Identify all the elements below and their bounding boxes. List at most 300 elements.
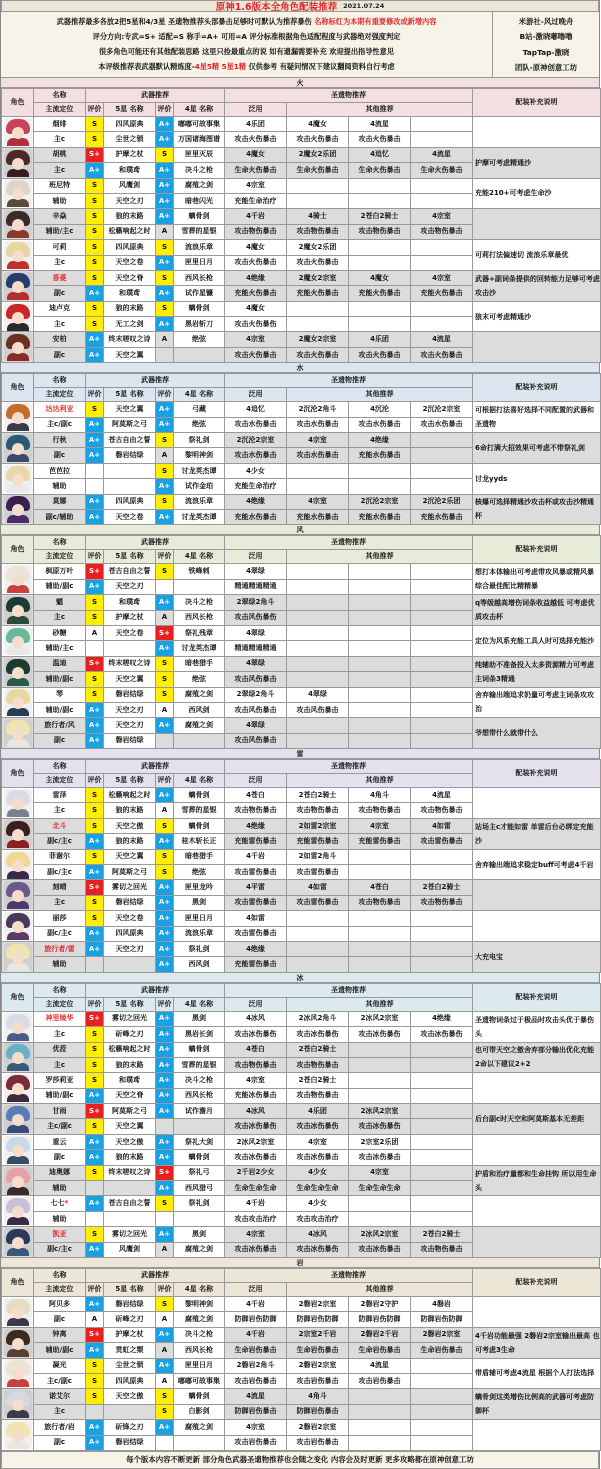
character-role: 辅助: [34, 193, 86, 208]
artifact-other: [349, 957, 411, 972]
rating-4star: A+: [156, 1358, 174, 1373]
weapon-4star: 绝弦: [174, 417, 225, 432]
rating-5star: S+: [86, 1327, 104, 1342]
artifact-other: 攻击物伤暴击: [349, 803, 411, 818]
artifact-other: 攻击水伤暴击: [287, 417, 349, 432]
artifact-other: 攻击物伤暴击: [411, 803, 473, 818]
character-row: [2, 494, 601, 509]
col-avatar: 角色: [2, 1269, 34, 1297]
character-name: 莫娜: [34, 494, 86, 509]
artifact-general: 4绝缘: [225, 818, 287, 833]
artifact-other: [349, 564, 411, 579]
col-rating-4: 评价: [156, 550, 174, 564]
character-role: 主c: [34, 1027, 86, 1042]
equipment-note: 圣遗物词条过于极品时攻击头优于暴伤头: [473, 1011, 601, 1042]
col-rating-4: 评价: [156, 774, 174, 788]
col-weapon-4: 4星 名称: [174, 388, 225, 402]
character-row: [2, 718, 601, 733]
character-portrait-icon: [4, 1298, 32, 1326]
artifact-other: [349, 1435, 411, 1450]
artifact-other: 攻击冰伤暴击: [349, 1242, 411, 1257]
artifact-other: [411, 941, 473, 956]
weapon-5star: 护摩之杖: [104, 147, 156, 162]
equipment-note: 护盾和治疗量都和生命挂钩 所以用生命头: [473, 1165, 601, 1196]
artifact-other: 4宗室: [411, 209, 473, 224]
artifact-other: 2如雷2宗室: [287, 818, 349, 833]
weapon-4star: 西风长枪: [174, 270, 225, 285]
artifact-other: [349, 687, 411, 702]
rating-5star: A+: [86, 1435, 104, 1450]
col-rating-4: 评价: [156, 997, 174, 1011]
artifact-other: [349, 1073, 411, 1088]
rating-4star: S: [156, 687, 174, 702]
artifact-general: 攻击火伤暴击: [225, 255, 287, 270]
character-portrait-icon: [4, 1359, 32, 1387]
rating-4star: S: [156, 818, 174, 833]
rating-4star: S: [156, 564, 174, 579]
weapon-4star: 匣里日月: [174, 255, 225, 270]
artifact-other: [411, 1104, 473, 1119]
artifact-other: 4骑士: [287, 209, 349, 224]
rating-5star: A+: [86, 733, 104, 748]
rating-4star: S: [156, 494, 174, 509]
equipment-note: [473, 209, 601, 240]
artifact-other: 2冰风2角斗: [287, 1011, 349, 1026]
rating-5star: A+: [86, 417, 104, 432]
weapon-4star: 桂木斩长正: [174, 834, 225, 849]
character-row: [2, 911, 601, 926]
artifact-general: 充能雷伤暴击: [225, 834, 287, 849]
artifact-general: 攻击雷伤暴击: [225, 895, 287, 910]
rating-4star: A+: [156, 417, 174, 432]
artifact-other: 攻击冰伤暴伤: [287, 1027, 349, 1042]
rating-4star: A+: [156, 117, 174, 132]
rating-5star: S: [86, 687, 104, 702]
equipment-note: 想打本体输出可考虑带攻风暴或精风暴 综合最佳配比精精暴: [473, 564, 601, 595]
weapon-5star: 磐岩结绿: [104, 895, 156, 910]
rating-5star: S: [86, 402, 104, 417]
character-role: 主c: [34, 803, 86, 818]
artifact-other: 4宗室: [287, 494, 349, 509]
col-weapon-group: 武器推荐: [86, 1269, 225, 1283]
weapon-4star: 螭骨剑: [174, 1042, 225, 1057]
col-role: 主流定位: [34, 103, 86, 117]
rating-5star: S: [86, 1358, 104, 1373]
weapon-5star: [104, 1181, 156, 1196]
character-portrait-icon: [4, 272, 32, 300]
artifact-other: 攻击冰伤暴伤: [287, 1119, 349, 1134]
artifact-general: 4绝缘: [225, 270, 287, 285]
artifact-other: 攻击冰伤暴击: [349, 1150, 411, 1165]
artifact-general: 4宗室: [225, 332, 287, 347]
artifact-other: [411, 1435, 473, 1450]
rating-5star: A+: [86, 941, 104, 956]
element-sections: [1, 78, 599, 1451]
character-role: 主c: [34, 610, 86, 625]
artifact-general: 4千岩: [225, 209, 287, 224]
avatar: [2, 1358, 34, 1389]
artifact-other: 攻击冰伤暴击: [287, 1150, 349, 1165]
character-name: 刻晴: [34, 880, 86, 895]
character-role: 副c: [34, 1435, 86, 1450]
character-portrait-icon: [4, 596, 32, 624]
character-role: 主c/副c: [34, 1373, 86, 1388]
weapon-4star: 决斗之枪: [174, 1327, 225, 1342]
character-portrait-icon: [4, 688, 32, 716]
character-name: 阿贝多: [34, 1297, 86, 1312]
section-title: 风: [1, 525, 599, 535]
artifact-other: [349, 1389, 411, 1404]
rating-4star: A+: [156, 926, 174, 941]
artifact-other: 4苍白: [349, 880, 411, 895]
rating-4star: A: [156, 448, 174, 463]
rating-4star: A+: [156, 1420, 174, 1435]
rating-4star: S: [156, 865, 174, 880]
col-rating-4: 评价: [156, 388, 174, 402]
weapon-5star: 苍古自由之誓: [104, 564, 156, 579]
character-portrait-icon: [4, 881, 32, 909]
rating-4star: A+: [156, 1042, 174, 1057]
weapon-5star: 阿莫斯之弓: [104, 417, 156, 432]
rating-5star: A+: [86, 494, 104, 509]
col-name: 名称: [34, 1269, 86, 1283]
weapon-4star: 绝弦: [174, 672, 225, 687]
col-name: 名称: [34, 760, 86, 774]
equipment-note: 带盾辅可考虑4流星 根据个人打法选择: [473, 1358, 601, 1389]
rating-4star: A+: [156, 718, 174, 733]
weapon-4star: 祭礼剑: [174, 433, 225, 448]
col-general: 泛用: [225, 550, 287, 564]
artifact-other: 攻击冰伤暴伤: [411, 1027, 473, 1042]
rating-5star: [86, 1211, 104, 1226]
character-portrait-icon: [4, 403, 32, 431]
artifact-general: 2磐岩2角斗: [225, 1358, 287, 1373]
character-role: 主c: [34, 1057, 86, 1072]
character-name: 班尼特: [34, 178, 86, 193]
artifact-other: 4少女: [287, 1165, 349, 1180]
rating-5star: [86, 1181, 104, 1196]
artifact-general: 4翠绿: [225, 656, 287, 671]
equipment-note: 6命打满大招效果可考虑不带祭礼剑: [473, 433, 601, 464]
col-role: 主流定位: [34, 1283, 86, 1297]
weapon-5star: 阿莫斯之弓: [104, 865, 156, 880]
rating-4star: A+: [156, 178, 174, 193]
artifact-other: [349, 656, 411, 671]
artifact-general: 攻击火伤暴击: [225, 132, 287, 147]
avatar: [2, 595, 34, 626]
weapon-5star: 雾切之回光: [104, 1227, 156, 1242]
rating-4star: S: [156, 433, 174, 448]
credit-miyoushe: 米游社-风过晚舟: [518, 17, 574, 27]
character-name: 温迪: [34, 656, 86, 671]
weapon-4star: 绝弦: [174, 332, 225, 347]
character-row: [2, 788, 601, 803]
artifact-other: [411, 579, 473, 594]
weapon-5star: 天空之刃: [104, 941, 156, 956]
rating-4star: A+: [156, 132, 174, 147]
artifact-other: [349, 849, 411, 864]
rating-5star: S: [86, 595, 104, 610]
avatar: [2, 941, 34, 972]
artifact-general: 攻击火伤暴伤: [225, 317, 287, 332]
character-row: [2, 941, 601, 956]
character-row: [2, 1011, 601, 1026]
artifact-other: [349, 1404, 411, 1419]
artifact-general: 充能水伤暴击: [225, 509, 287, 524]
artifact-other: [411, 240, 473, 255]
artifact-other: 充能雷伤暴击: [349, 834, 411, 849]
character-row: [2, 1042, 601, 1057]
character-row: [2, 402, 601, 417]
weapon-4star: 螭骨剑: [174, 788, 225, 803]
artifact-general: 充能火伤暴击: [225, 286, 287, 301]
character-name: 行秋: [34, 433, 86, 448]
col-rating-5: 评价: [86, 1283, 104, 1297]
character-name: 旅行者/雷: [34, 941, 86, 956]
avatar: [2, 240, 34, 271]
artifact-other: 攻击火伤暴击: [287, 255, 349, 270]
artifact-other: 4如雷: [411, 818, 473, 833]
col-avatar: 角色: [2, 983, 34, 1011]
rating-5star: [86, 641, 104, 656]
artifact-other: 2冰风2宗室: [349, 1104, 411, 1119]
avatar: [2, 687, 34, 718]
rating-5star: S: [86, 224, 104, 239]
artifact-other: 攻击岩伤暴击: [287, 1435, 349, 1450]
artifact-other: 4宗室: [287, 1134, 349, 1149]
credit-bilibili: B站-激晓嘟噜噜: [519, 32, 573, 42]
rating-5star: S: [86, 193, 104, 208]
equipment-note: 舍弃输出端追求奶量可考虑主词条攻攻治: [473, 687, 601, 718]
artifact-other: [287, 733, 349, 748]
equipment-note: [473, 880, 601, 911]
weapon-5star: 终末嗟叹之诗: [104, 332, 156, 347]
weapon-4star: 黑岩长剑: [174, 1027, 225, 1042]
avatar: [2, 818, 34, 849]
artifact-general: 防御岩伤暴击: [225, 1404, 287, 1419]
artifact-other: [287, 463, 349, 478]
artifact-other: 4流星: [411, 147, 473, 162]
artifact-other: 充能雷伤暴击: [287, 834, 349, 849]
rating-5star: A+: [86, 1297, 104, 1312]
weapon-4star: 螭骨剑: [174, 209, 225, 224]
artifact-other: [411, 178, 473, 193]
rating-4star: S: [156, 1196, 174, 1211]
col-weapon-group: 武器推荐: [86, 536, 225, 550]
weapon-5star: 贯虹之槊: [104, 1343, 156, 1358]
rating-5star: S: [86, 209, 104, 224]
section-4: [1, 973, 599, 1258]
rating-4star: A+: [156, 941, 174, 956]
character-name: 旅行者/风: [34, 718, 86, 733]
weapon-5star: [104, 463, 156, 478]
rating-4star: A+: [156, 911, 174, 926]
character-row: [2, 147, 601, 162]
artifact-other: 4宗室: [411, 270, 473, 285]
section-2: [1, 525, 599, 749]
avatar: [2, 1420, 34, 1451]
character-name: 迪卢克: [34, 301, 86, 316]
character-role: 辅助: [34, 957, 86, 972]
rating-5star: S+: [86, 147, 104, 162]
artifact-general: 攻击冰伤暴伤: [225, 1027, 287, 1042]
artifact-other: 攻击火伤暴击: [349, 347, 411, 362]
rating-4star: A+: [156, 1088, 174, 1103]
artifact-other: 攻击火伤暴击: [349, 132, 411, 147]
weapon-5star: 和璞鸢: [104, 286, 156, 301]
rating-4star: A: [156, 1373, 174, 1388]
col-name: 名称: [34, 374, 86, 388]
equipment-note: 定位为风系充能工具人时可选择充能沙: [473, 625, 601, 656]
artifact-general: 4少女: [225, 463, 287, 478]
equipment-note: [473, 1134, 601, 1165]
col-weapon-4: 4星 名称: [174, 550, 225, 564]
artifact-other: 攻击物伤暴击: [411, 224, 473, 239]
artifact-other: 4乐团: [287, 1104, 349, 1119]
artifact-general: 攻击冰伤暴击: [225, 1150, 287, 1165]
rating-4star: A+: [156, 1327, 174, 1342]
section-1: [1, 363, 599, 525]
artifact-other: 2魔女2乐团: [287, 147, 349, 162]
equipment-note: 也可带天空之傲舍弃部分输出优化充能 2命以下建议2+2: [473, 1042, 601, 1073]
rating-5star: A+: [86, 433, 104, 448]
artifact-general: 攻击风伤暴击: [225, 672, 287, 687]
artifact-other: [411, 595, 473, 610]
avatar: [2, 270, 34, 301]
artifact-other: [287, 479, 349, 494]
artifact-other: [411, 433, 473, 448]
avatar: [2, 911, 34, 942]
col-avatar: 角色: [2, 760, 34, 788]
weapon-5star: 风鹰剑: [104, 1242, 156, 1257]
weapon-5star: 终末嗟叹之诗: [104, 656, 156, 671]
rating-5star: S: [86, 849, 104, 864]
character-portrait-icon: [4, 1228, 32, 1256]
rating-5star: S+: [86, 1011, 104, 1026]
artifact-other: 2磐岩2守护: [349, 1297, 411, 1312]
col-rating-4: 评价: [156, 1283, 174, 1297]
artifact-other: [411, 301, 473, 316]
rating-5star: A+: [86, 1420, 104, 1435]
artifact-other: 2宗室2千岩: [287, 1327, 349, 1342]
weapon-4star: 流浪乐章: [174, 926, 225, 941]
artifact-other: [287, 193, 349, 208]
character-portrait-icon: [4, 179, 32, 207]
character-row: [2, 301, 601, 316]
artifact-other: 生命火伤暴击: [287, 163, 349, 178]
artifact-other: [411, 193, 473, 208]
weapon-5star: 天空之翼: [104, 672, 156, 687]
equipment-note: 护摩可考虑精通沙: [473, 147, 601, 178]
equipment-note: [473, 1297, 601, 1328]
rating-5star: S: [86, 818, 104, 833]
artifact-other: [411, 1404, 473, 1419]
weapon-5star: 天空之卷: [104, 509, 156, 524]
character-row: [2, 595, 601, 610]
artifact-other: [411, 957, 473, 972]
rating-4star: A+: [156, 1057, 174, 1072]
artifact-general: 2翠绿2角斗: [225, 687, 287, 702]
weapon-5star: 苍古自由之誓: [104, 433, 156, 448]
artifact-general: 攻击水伤暴击: [225, 448, 287, 463]
equipment-note: [473, 117, 601, 148]
artifact-other: 4流星: [349, 1358, 411, 1373]
weapon-5star: 四风原典: [104, 1373, 156, 1388]
artifact-other: [287, 941, 349, 956]
intro-notes: [1, 12, 493, 77]
weapon-4star: 绝弦: [174, 865, 225, 880]
rating-5star: A: [86, 625, 104, 640]
equipment-note: [473, 911, 601, 942]
col-role: 主流定位: [34, 997, 86, 1011]
rating-5star: S: [86, 1027, 104, 1042]
avatar: [2, 301, 34, 332]
artifact-other: 4如雷: [287, 880, 349, 895]
rating-5star: S: [86, 240, 104, 255]
col-other: 其他推荐: [287, 774, 473, 788]
artifact-other: 4翠绿: [287, 687, 349, 702]
character-role: 主c: [34, 895, 86, 910]
rating-5star: A+: [86, 163, 104, 178]
col-notes: 配装补充说明: [473, 374, 601, 402]
artifact-general: 4千岩: [225, 1196, 287, 1211]
page-title: 原神1.6版本全角色配装推荐: [215, 2, 338, 13]
rating-5star: A: [86, 1312, 104, 1327]
weapon-5star: 天空之脊: [104, 270, 156, 285]
equipment-note: 充能210+可考虑生命沙: [473, 178, 601, 209]
rating-5star: S: [86, 317, 104, 332]
artifact-other: 4追忆: [349, 147, 411, 162]
section-table: [1, 1268, 601, 1451]
weapon-4star: 黑剑: [174, 895, 225, 910]
artifact-other: [411, 448, 473, 463]
weapon-4star: 铁峰刺: [174, 564, 225, 579]
artifact-other: 4冰风: [287, 1227, 349, 1242]
rating-5star: S: [86, 132, 104, 147]
weapon-4star: 螭骨剑: [174, 1389, 225, 1404]
character-row: [2, 1104, 601, 1119]
weapon-5star: 磐岩结绿: [104, 733, 156, 748]
footer-note: 每个版本内容不断更新 部分角色武器圣遗物推荐也会随之变化 内容会及时更新 更多攻略都在原神创意工坊: [1, 1451, 599, 1469]
character-role: 副c/主c: [34, 865, 86, 880]
equipment-note: [473, 1196, 601, 1227]
rating-5star: S: [86, 803, 104, 818]
artifact-other: 4绝缘: [349, 433, 411, 448]
weapon-4star: 祭礼剑: [174, 1196, 225, 1211]
weapon-5star: 和璞鸢: [104, 595, 156, 610]
artifact-general: 4魔女: [225, 240, 287, 255]
weapon-5star: 松籁响起之时: [104, 788, 156, 803]
character-row: [2, 849, 601, 864]
artifact-other: 攻击物伤暴击: [287, 1088, 349, 1103]
artifact-general: 4魔女: [225, 147, 287, 162]
artifact-other: [349, 718, 411, 733]
rating-4star: S+: [156, 625, 174, 640]
character-portrait-icon: [4, 1105, 32, 1133]
artifact-other: 攻击物伤暴击: [287, 1057, 349, 1072]
artifact-general: 4流星: [225, 1389, 287, 1404]
artifact-other: [287, 656, 349, 671]
rating-4star: A+: [156, 193, 174, 208]
weapon-5star: [104, 641, 156, 656]
artifact-other: 生命岩伤暴击: [287, 1343, 349, 1358]
weapon-4star: 黑岩斩刀: [174, 317, 225, 332]
artifact-other: [349, 865, 411, 880]
character-role: 主c/副c: [34, 1119, 86, 1134]
weapon-4star: [174, 1435, 225, 1450]
weapon-5star: 天空之翼: [104, 347, 156, 362]
weapon-5star: 天空之刃: [104, 718, 156, 733]
